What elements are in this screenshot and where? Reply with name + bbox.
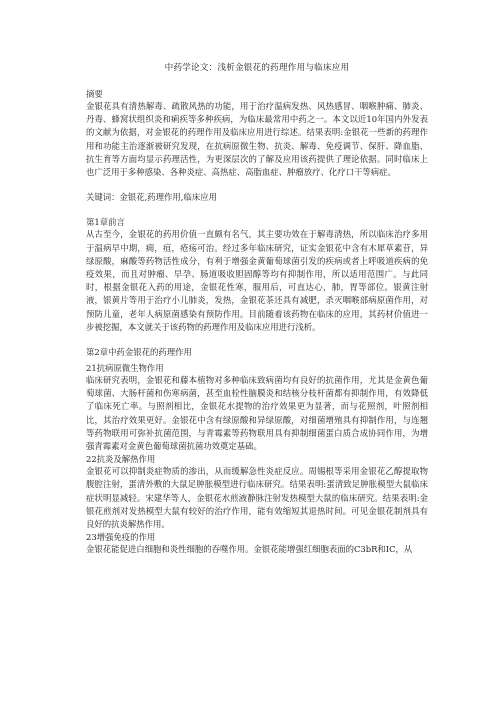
- abstract-text: 金银花具有清热解毒、疏散风热的功能，用于治疗温病发热、风热感冒、咽喉肿痛、肺炎、丹毒、蜂窝状组织炎和痢疾等多种疾病，为临床最常用中药之一。本文以近10年国内外发表的文献为依据，对金银花的药理作用及临床应用进行综述。结果表明:金银花一些新的药理作用和功能主治逐渐被研究发现，在抗病原微生物、抗炎、解毒、免疫调节、保肝、降血脂、抗生育等方面均显示药理活性，为更深层次的了解及应用该药提供了理论依据。同时临床上也广泛用于多种感染、各种炎症、高热症、高脂血症、肿瘤放疗、化疗口干等病症。: [86, 101, 428, 178]
- section-2-2-text: 金银花可以抑制炎症物质的渗出，从而缓解急性炎症反应。周锡根等采用金银花乙醇提取物腹腔注射，蛋清外敷的大鼠足肿胀模型进行临床研究。结果表明:蛋清致足肿胀模型大鼠临床症状明显减轻。宋建华等人，金银花水煎液静脉注射发热模型大鼠的临床研究。结果表明:金银花煎剂对发热模型大鼠有较好的治疗作用，能有效缩短其退热时间。可见金银花制剂具有良好的抗炎解热作用。: [86, 466, 428, 530]
- section-2-3-heading: 23增强免疫的作用: [86, 532, 156, 543]
- page-title: 中药学论文：浅析金银花的药理作用与临床应用: [164, 63, 350, 73]
- keywords: 关键词：金银花,药理作用,临床应用: [86, 192, 217, 203]
- section-2-2-heading: 22抗炎及解热作用: [86, 454, 156, 465]
- section-2-3-text: 金银花能促进白细胞和炎性细胞的吞噬作用。金银花能增强红细胞表面的C3bR和IC，从: [86, 544, 413, 555]
- chapter-1-heading: 第1章前言: [86, 217, 125, 228]
- section-2-1-heading: 21抗病原微生物作用: [86, 363, 164, 374]
- chapter-2-heading: 第2章中药金银花的药理作用: [86, 347, 192, 358]
- chapter-1-text: 从古至今，金银花的药用价值一直颇有名气，其主要功效在于解毒清热，所以临床治疗多用于温病早中期，痈，疽，疮疡可治。经过多年临床研究，证实金银花中含有木犀草素苷，异绿原酸，麻酸等药物活性成分，有利于增强金黄葡萄球菌引发的疾病或者上呼吸道疾病的免疫效果，而且对肿瘤、早孕、肠道吸收胆固醇等均有抑制作用，所以适用范围广。与此同时，根据金银花入药的用途，金银花性寒，服用后，可直达心，肺，胃等部位。银黄注射液，银黄片等用于治疗小儿肺炎，发热，金银花茶还具有减肥，杀灭咽喉部病原菌作用，对预防儿童，老年人病原菌感染有预防作用。目前随着该药物在临床的应用，其药材价值进一步被挖掘，本文就关于该药物的药理作用及临床应用进行浅析。: [86, 229, 428, 332]
- section-2-1-text: 临床研究表明，金银花和藤本植物对多种临床致病菌均有良好的抗菌作用，尤其是金黄色葡萄球菌、大肠杆菌和伤寒病菌，甚至血栓性脑膜炎和结核分枝杆菌都有抑制作用，有效降低了临床死亡率。与照剂相比，金银花水提物的治疗效果更为显著，而与花照剂，叶照剂相比，其治疗效果更好。金银花中含有绿原酸和异绿原酸，对细菌增殖具有抑制作用，与连翘等药物联用可弥补抗菌范围，与青霉素等药物联用具有抑制细菌蛋白质合成协同作用，为增强青霉素对金黄色葡萄球菌抗菌功效奠定基础。: [86, 375, 428, 452]
- abstract-heading: 摘要: [86, 89, 103, 99]
